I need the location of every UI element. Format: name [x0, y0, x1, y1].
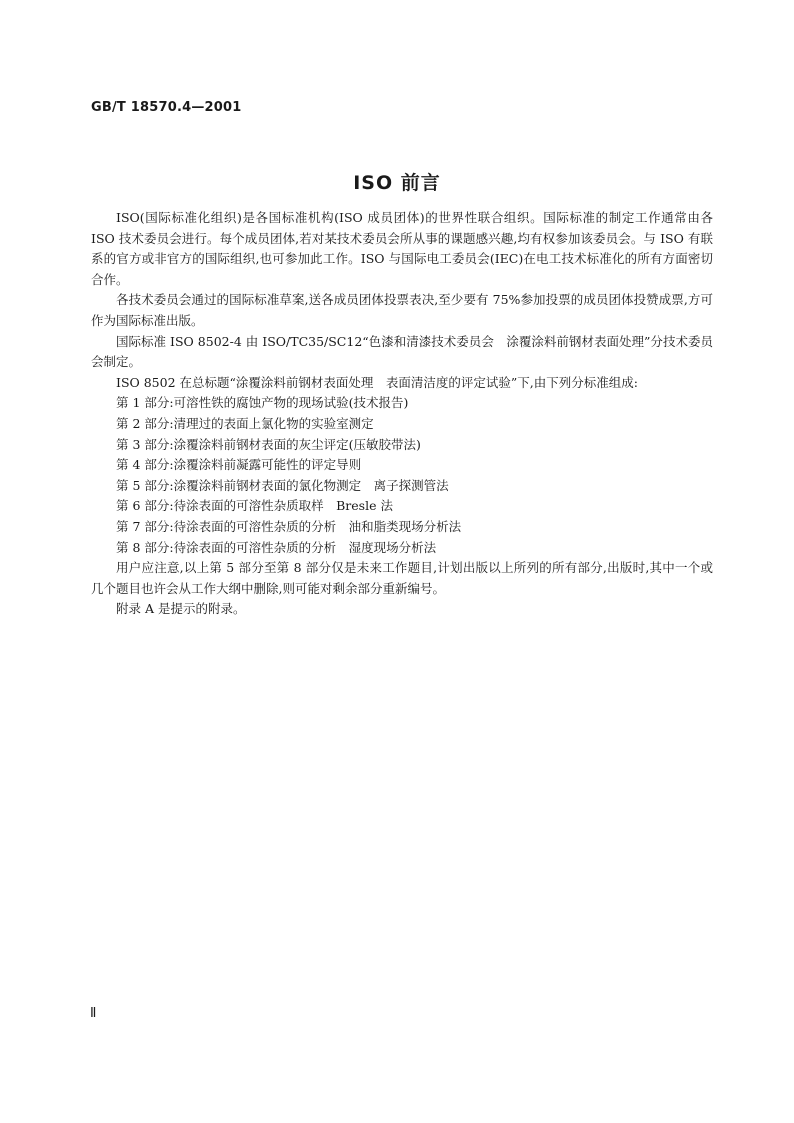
part-list-item: 第 3 部分:涂覆涂料前钢材表面的灰尘评定(压敏胶带法)	[116, 436, 421, 452]
part-list-item: 第 2 部分:清理过的表面上氯化物的实验室测定	[116, 415, 374, 431]
paragraph-voting: 各技术委员会通过的国际标准草案,送各成员团体投票表决,至少要有 75%参加投票的成员团体投赞成票,方可作为国际标准出版。	[91, 292, 713, 328]
paragraph-annex-note: 附录 A 是提示的附录。	[116, 601, 246, 617]
foreword-body	[91, 208, 713, 620]
part-list-item: 第 4 部分:涂覆涂料前凝露可能性的评定导则	[116, 457, 362, 473]
part-list-item: 第 5 部分:涂覆涂料前钢材表面的氯化物测定 离子探测管法	[116, 477, 449, 493]
page-title: ISO 前言	[353, 172, 441, 194]
paragraph-series-intro: ISO 8502 在总标题“涂覆涂料前钢材表面处理 表面清洁度的评定试验”下,由下列分标准组成:	[116, 374, 638, 390]
paragraph-committee: 国际标准 ISO 8502-4 由 ISO/TC35/SC12“色漆和清漆技术委员会 涂覆涂料前钢材表面处理”分技术委员会制定。	[91, 333, 713, 370]
part-list-item: 第 8 部分:待涂表面的可溶性杂质的分析 湿度现场分析法	[116, 539, 437, 555]
page-number: Ⅱ	[90, 1006, 97, 1021]
paragraph-iso-intro: ISO(国际标准化组织)是各国标准机构(ISO 成员团体)的世界性联合组织。国际标准的制定工作通常由各 ISO 技术委员会进行。每个成员团体,若对某技术委员会所从事的课题感兴趣,均有权参加该委员会。与 ISO 有联系的官方或非官方的国际组织,也可参加此工作。ISO 与国际电工委员会(IEC)在电工技术标准化的所有方面密切合作。	[91, 210, 713, 287]
standard-id: GB/T 18570.4—2001	[91, 100, 242, 115]
part-list-item: 第 6 部分:待涂表面的可溶性杂质取样 Bresle 法	[116, 498, 393, 514]
paragraph-user-note: 用户应注意,以上第 5 部分至第 8 部分仅是未来工作题目,计划出版以上所列的所有部分,出版时,其中一个或几个题目也许会从工作大纲中删除,则可能对剩余部分重新编号。	[91, 560, 713, 596]
part-list-item: 第 7 部分:待涂表面的可溶性杂质的分析 油和脂类现场分析法	[116, 518, 462, 534]
part-list-item: 第 1 部分:可溶性铁的腐蚀产物的现场试验(技术报告)	[116, 395, 409, 411]
